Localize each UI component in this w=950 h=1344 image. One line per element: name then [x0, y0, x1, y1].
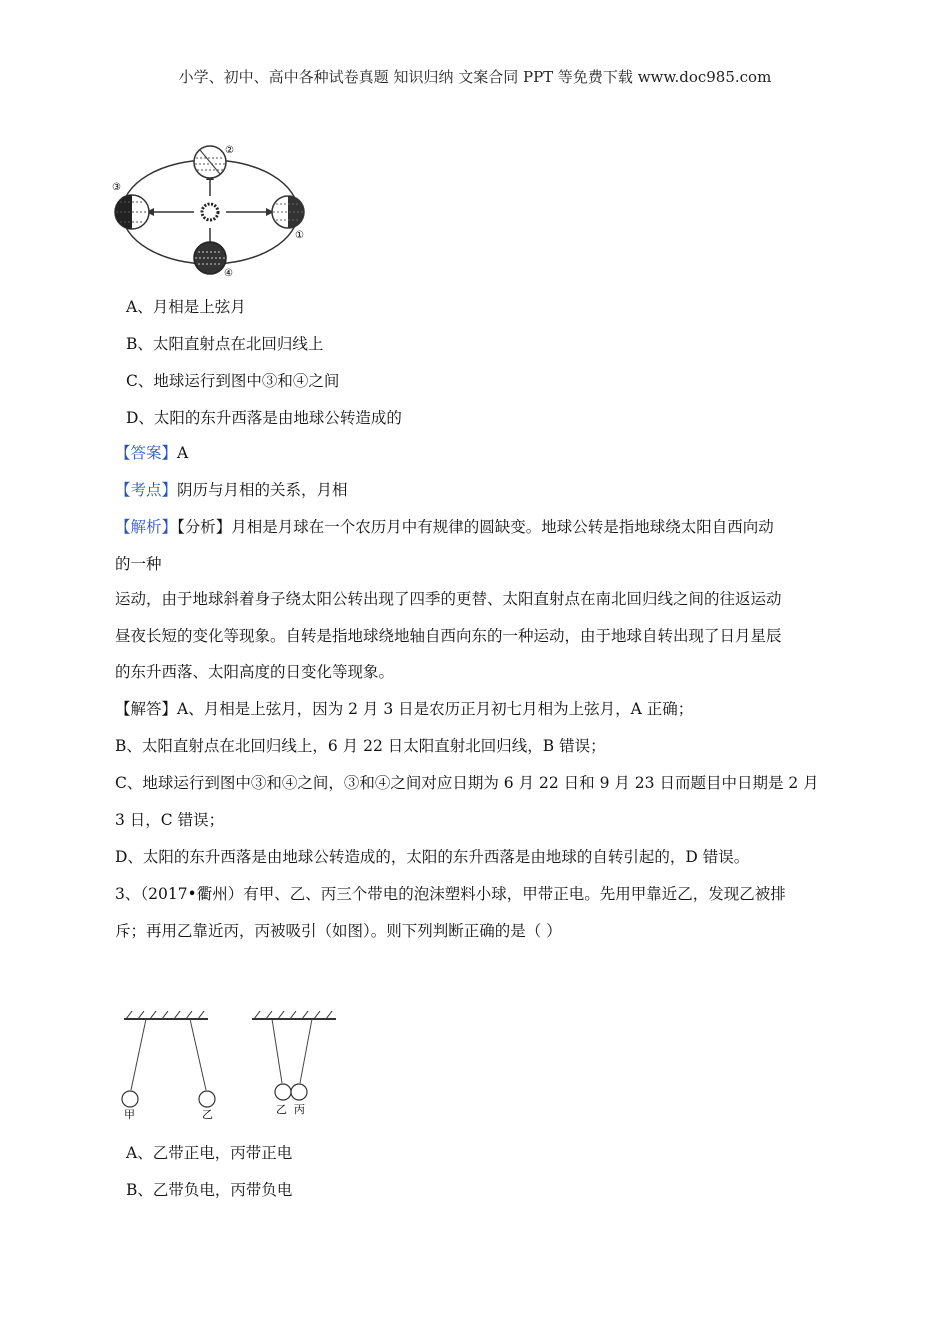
analysis-line-3: 运动，由于地球斜着身子绕太阳公转出现了四季的更替、太阳直射点在南北回归线之间的往返运动: [115, 590, 782, 608]
solution-line-1: 【解答】A、月相是上弦月，因为 2 月 3 日是农历正月初七月相为上弦月，A 正确；: [115, 700, 694, 718]
orbit-label-1: ①: [295, 230, 304, 241]
q3-stem-line-2: 斥；再用乙靠近丙，丙被吸引（如图）。则下列判断正确的是（ ）: [115, 922, 562, 940]
answer-tag: 【答案】: [115, 444, 178, 462]
solution-line-2: B、太阳直射点在北回归线上，6 月 22 日太阳直射北回归线，B 错误；: [115, 737, 606, 755]
topic-tag: 【考点】: [115, 481, 178, 499]
answer-text: A: [177, 444, 189, 462]
topic-text: 阴历与月相的关系，月相: [177, 481, 348, 499]
topic-line: [115, 480, 348, 500]
q2-option-b: B、太阳直射点在北回归线上: [126, 335, 324, 353]
q3-stem-line-1: 3、（2017•衢州）有甲、乙、丙三个带电的泡沫塑料小球，甲带正电。先用甲靠近乙，发现乙被排: [115, 885, 786, 903]
sun-icon: [202, 204, 218, 220]
label-bing: 丙: [294, 1103, 305, 1116]
analysis-line-5: 的东升西落、太阳高度的日变化等现象。: [115, 663, 395, 681]
q2-option-d: D、太阳的东升西落是由地球公转造成的: [126, 409, 402, 427]
orbit-label-3: ③: [112, 182, 121, 193]
label-yi-2: 乙: [276, 1103, 287, 1116]
pendulum-figure: [110, 1005, 345, 1120]
analysis-tag: 【解析】: [115, 518, 178, 536]
label-jia: 甲: [124, 1108, 135, 1120]
orbit-label-2: ②: [225, 145, 234, 156]
analysis-line-2: 的一种: [115, 555, 162, 573]
q2-option-c: C、地球运行到图中③和④之间: [126, 372, 340, 390]
solution-line-5: D、太阳的东升西落是由地球公转造成的，太阳的东升西落是由地球的自转引起的，D 错误。: [115, 848, 750, 866]
q3-option-a: A、乙带正电，丙带正电: [126, 1144, 293, 1162]
solution-line-3: C、地球运行到图中③和④之间，③和④之间对应日期为 6 月 22 日和 9 月 23 日而题目中日期是 2 月: [115, 774, 819, 792]
solution-line-4: 3 日，C 错误；: [115, 811, 225, 829]
q3-option-b: B、乙带负电，丙带负电: [126, 1181, 293, 1199]
analysis-line-1: 【解析】【分析】月相是月球在一个农历月中有规律的圆缺变。地球公转是指地球绕太阳自西向动: [115, 518, 774, 536]
q2-option-a: A、月相是上弦月: [126, 298, 246, 316]
earth-orbit-figure: [110, 140, 315, 280]
orbit-label-4: ④: [224, 268, 233, 279]
analysis-line-4: 昼夜长短的变化等现象。自转是指地球绕地轴自西向东的一种运动，由于地球自转出现了日月星辰: [115, 627, 782, 645]
label-yi: 乙: [202, 1108, 213, 1120]
page-header: 小学、初中、高中各种试卷真题 知识归纳 文案合同 PPT 等免费下载 www.doc985.com: [178, 68, 772, 86]
answer-line: [115, 443, 188, 463]
